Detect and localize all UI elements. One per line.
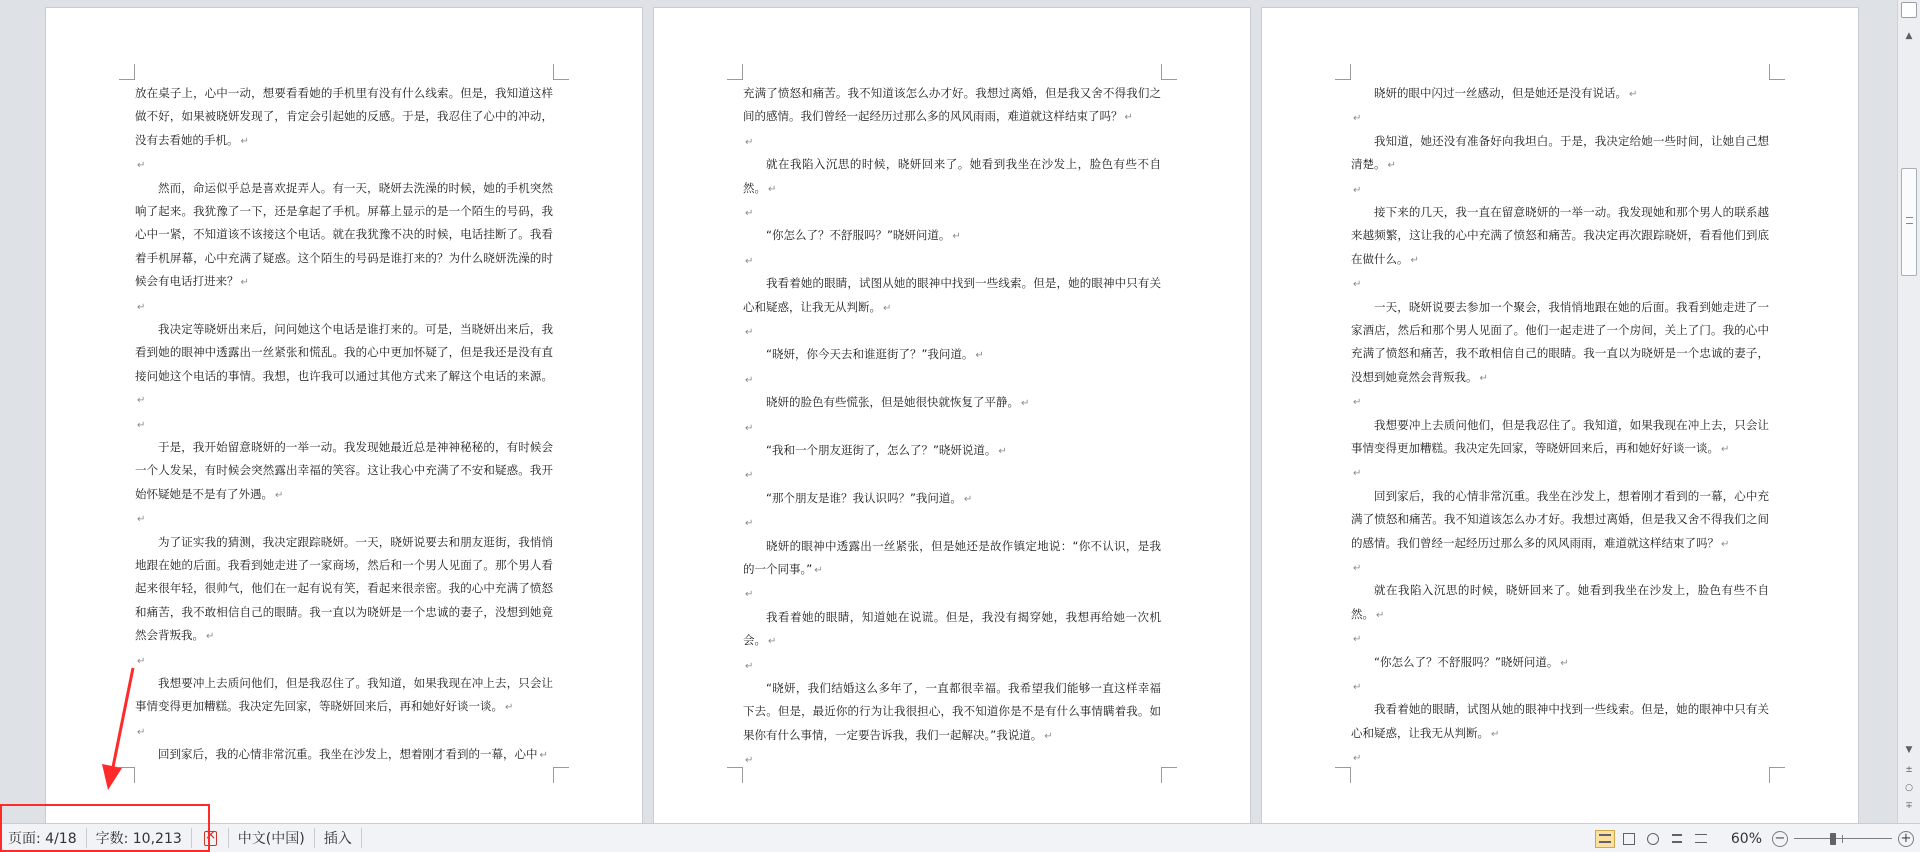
- insert-mode-indicator[interactable]: 插入: [315, 828, 362, 848]
- page-content[interactable]: [1351, 82, 1769, 770]
- select-browse-object-button[interactable]: ○: [1905, 782, 1913, 793]
- paragraph-mark-icon: ↵: [1353, 279, 1362, 291]
- paragraph-mark-icon: ↵: [137, 726, 146, 738]
- paragraph[interactable]: [1351, 82, 1769, 106]
- document-page[interactable]: [1262, 8, 1858, 823]
- paragraph-mark-icon: ↵: [1629, 89, 1638, 100]
- paragraph-mark-icon: ↵: [1353, 753, 1362, 765]
- paragraph[interactable]: [743, 272, 1161, 320]
- reading-icon: [1623, 833, 1635, 845]
- crop-mark: [553, 767, 569, 783]
- paragraph-mark-icon: ↵: [1021, 398, 1030, 410]
- paragraph-text: 一天，晓妍说要去参加一个聚会，我悄悄地跟在她的后面。我看到她走进了一家酒店，然后和那个男人见面了。他们一起走进了一个房间，关上了门。我的心中充满了愤怒和痛苦，我不敢相信自己的眼睛。我一直以为晓妍是一个忠诚的妻子，没想到她竟然会背叛我。: [1351, 299, 1769, 384]
- draft-icon: [1695, 834, 1707, 843]
- crop-mark: [1161, 64, 1177, 80]
- paragraph-mark-icon: ↵: [1387, 160, 1396, 172]
- empty-paragraph[interactable]: [1351, 178, 1769, 201]
- paragraph[interactable]: [135, 177, 553, 295]
- crop-mark: [119, 767, 135, 783]
- paragraph-mark-icon: ↵: [505, 702, 514, 714]
- paragraph[interactable]: [1351, 414, 1769, 462]
- paragraph-mark-icon: ↵: [745, 208, 754, 220]
- paragraph-text: 放在桌子上，心中一动，想要看看她的手机里有没有什么线索。但是，我知道这样做不好，如果被晓妍发现了，肯定会引起她的反感。于是，我忍住了心中的冲动，没有去看她的手机。: [135, 86, 553, 147]
- paragraph-mark-icon: ↵: [206, 631, 215, 643]
- paragraph-mark-icon: ↵: [137, 514, 146, 526]
- view-zoom-controls: [1593, 824, 1920, 852]
- paragraph-mark-icon: ↵: [1410, 254, 1419, 266]
- empty-paragraph[interactable]: [135, 413, 553, 436]
- crop-mark: [119, 64, 135, 80]
- word-count-indicator[interactable]: 字数: 10,213: [87, 828, 192, 848]
- paragraph-mark-icon: ↵: [137, 655, 146, 667]
- empty-paragraph[interactable]: [1351, 746, 1769, 769]
- paragraph-mark-icon: ↵: [1560, 657, 1569, 669]
- paragraph[interactable]: [743, 391, 1161, 415]
- status-bar: [0, 823, 1920, 852]
- empty-paragraph[interactable]: [135, 153, 553, 176]
- paragraph-text: 我看着她的眼睛，知道她在说谎。但是，我没有揭穿她，我想再给她一次机会。: [743, 609, 1161, 648]
- scroll-up-arrow-icon[interactable]: ▲: [1905, 31, 1913, 41]
- page-number-indicator[interactable]: 页面: 4/18: [0, 828, 87, 848]
- paragraph-mark-icon: ↵: [745, 470, 754, 482]
- paragraph-mark-icon: ↵: [745, 136, 754, 148]
- page-content[interactable]: [135, 82, 553, 768]
- paragraph-text: 我想要冲上去质问他们，但是我忍住了。我知道，如果我现在冲上去，只会让事情变得更加糟糕。我决定先回家，等晓妍回来后，再和她好好谈一谈。: [135, 676, 553, 714]
- previous-page-button[interactable]: ±: [1905, 764, 1913, 775]
- paragraph-mark-icon: ↵: [768, 183, 777, 195]
- paragraph-mark-icon: ↵: [1353, 468, 1362, 480]
- paragraph-text: 接下来的几天，我一直在留意晓妍的一举一动。我发现她和那个男人的联系越来越频繁，这让我的心中充满了愤怒和痛苦。我决定再次跟踪晓妍，看看他们到底在做什么。: [1351, 205, 1769, 266]
- paragraph-text: “我和一个朋友逛街了，怎么了？”晓妍说道。: [766, 443, 997, 457]
- paragraph-mark-icon: ↵: [745, 374, 754, 386]
- paragraph-mark-icon: ↵: [1044, 730, 1053, 742]
- empty-paragraph[interactable]: [135, 720, 553, 743]
- empty-paragraph[interactable]: [135, 295, 553, 318]
- paragraph-text: 就在我陷入沉思的时候，晓妍回来了。她看到我坐在沙发上，脸色有些不自然。: [743, 157, 1161, 195]
- paragraph-mark-icon: ↵: [745, 755, 754, 767]
- paragraph-mark-icon: ↵: [1353, 634, 1362, 646]
- crop-mark: [1335, 767, 1351, 783]
- zoom-slider-knob[interactable]: [1830, 833, 1836, 845]
- empty-paragraph[interactable]: [743, 748, 1161, 771]
- paragraph-mark-icon: ↵: [883, 302, 892, 314]
- paragraph-mark-icon: ↵: [1353, 113, 1362, 125]
- paragraph[interactable]: [1351, 579, 1769, 627]
- empty-paragraph[interactable]: [743, 654, 1161, 677]
- paragraph-mark-icon: ↵: [745, 518, 754, 530]
- scroll-down-arrow-icon[interactable]: ▼: [1905, 745, 1913, 755]
- paragraph-mark-icon: ↵: [1353, 563, 1362, 575]
- paragraph[interactable]: [1351, 201, 1769, 272]
- empty-paragraph[interactable]: [743, 320, 1161, 343]
- paragraph[interactable]: [743, 535, 1161, 583]
- empty-paragraph[interactable]: [743, 201, 1161, 224]
- paragraph-text: 晓妍的脸色有些慌张，但是她很快就恢复了平静。: [766, 395, 1019, 410]
- outline-view-button[interactable]: [1667, 830, 1687, 848]
- empty-paragraph[interactable]: [135, 507, 553, 530]
- paragraph-mark-icon: ↵: [1353, 682, 1362, 694]
- crop-mark: [1335, 64, 1351, 80]
- paragraph[interactable]: [1351, 651, 1769, 675]
- crop-mark: [1161, 767, 1177, 783]
- view-ruler-button[interactable]: [1901, 2, 1917, 18]
- print-layout-view-button[interactable]: [1595, 830, 1615, 848]
- paragraph[interactable]: [743, 606, 1161, 654]
- paragraph-text: 充满了愤怒和痛苦。我不知道该怎么办才好。我想过离婚，但是我又舍不得我们之间的感情。我们曾经一起经历过那么多的风风雨雨，难道就这样结束了吗？: [743, 86, 1161, 124]
- empty-paragraph[interactable]: [1351, 272, 1769, 295]
- outline-icon: [1672, 834, 1682, 843]
- paragraph[interactable]: [743, 677, 1161, 748]
- paragraph-mark-icon: ↵: [975, 350, 984, 362]
- zoom-level[interactable]: 60%: [1730, 830, 1762, 847]
- empty-paragraph[interactable]: [743, 582, 1161, 605]
- paragraph[interactable]: [743, 487, 1161, 511]
- paragraph-text: 我想要冲上去质问他们，但是我忍住了。我知道，如果我现在冲上去，只会让事情变得更加糟糕。我决定先回家，等晓妍回来后，再和她好好谈一谈。: [1351, 417, 1769, 456]
- paragraph[interactable]: [135, 318, 553, 413]
- paragraph-mark-icon: ↵: [1721, 444, 1730, 456]
- proofing-error-icon: [201, 829, 219, 847]
- paragraph-mark-icon: ↵: [1353, 397, 1362, 409]
- paragraph-text: 晓妍的眼中闪过一丝感动，但是她还是没有说话。: [1374, 86, 1627, 100]
- web-layout-view-button[interactable]: [1643, 830, 1663, 848]
- web-layout-icon: [1647, 833, 1659, 845]
- paragraph[interactable]: [743, 343, 1161, 367]
- paragraph-text: 于是，我开始留意晓妍的一举一动。我发现她最近总是神神秘秘的，有时候会一个人发呆，有时候会突然露出幸福的笑容。这让我心中充满了不安和疑惑。我开始怀疑她是不是有了外遇。: [135, 440, 553, 501]
- scroll-thumb[interactable]: [1901, 168, 1917, 276]
- paragraph-text: 我知道，她还没有准备好向我坦白。于是，我决定给她一些时间，让她自己想清楚。: [1351, 133, 1769, 172]
- draft-view-button[interactable]: [1691, 830, 1711, 848]
- paragraph[interactable]: [743, 224, 1161, 248]
- paragraph[interactable]: [743, 153, 1161, 201]
- document-page[interactable]: [46, 8, 642, 823]
- paragraph-mark-icon: ↵: [745, 660, 754, 672]
- paragraph[interactable]: [135, 672, 553, 720]
- paragraph-mark-icon: ↵: [1479, 372, 1488, 384]
- paragraph-mark-icon: ↵: [745, 327, 754, 339]
- empty-paragraph[interactable]: [1351, 461, 1769, 484]
- paragraph[interactable]: [135, 743, 553, 767]
- paragraph-mark-icon: ↵: [768, 636, 777, 648]
- paragraph-mark-icon: ↵: [240, 277, 249, 289]
- empty-paragraph[interactable]: [1351, 556, 1769, 579]
- paragraph-text: 晓妍的眼神中透露出一丝紧张，但是她还是故作镇定地说：“你不认识，是我的一个同事。”: [743, 538, 1161, 576]
- paragraph-text: 为了证实我的猜测，我决定跟踪晓妍。一天，晓妍说要去和朋友逛街，我悄悄地跟在她的后面。我看到她走进了一家商场，然后和一个男人见面了。那个男人看起来很年轻，很帅气，他们在一起有说有笑，看起来很亲密。我的心中充满了愤怒和痛苦，我不敢相信自己的眼睛。我一直以为晓妍是一个忠诚的妻子，没想到她竟然会背叛我。: [135, 534, 553, 643]
- zoom-in-button[interactable]: +: [1898, 831, 1914, 847]
- paragraph-mark-icon: ↵: [240, 135, 249, 147]
- paragraph-mark-icon: ↵: [137, 395, 146, 407]
- paragraph[interactable]: [1351, 296, 1769, 391]
- page-content[interactable]: [743, 82, 1161, 772]
- zoom-slider-track: [1794, 838, 1892, 839]
- paragraph-text: 我看着她的眼睛，试图从她的眼神中找到一些线索。但是，她的眼神中只有关心和疑惑，让我无从判断。: [1351, 702, 1769, 740]
- crop-mark: [727, 767, 743, 783]
- paragraph-mark-icon: ↵: [539, 750, 548, 762]
- paragraph-mark-icon: ↵: [1721, 538, 1730, 550]
- paragraph-mark-icon: ↵: [137, 419, 146, 431]
- full-screen-reading-view-button[interactable]: [1619, 830, 1639, 848]
- paragraph-text: “晓妍，我们结婚这么多年了，一直都很幸福。我希望我们能够一直这样幸福下去。但是，最近你的行为让我很担心，我不知道你是不是有什么事情瞒着我。如果你有什么事情，一定要告诉我，我们一起解决。”我说道。: [743, 681, 1161, 742]
- paragraph-mark-icon: ↵: [137, 160, 146, 172]
- paragraph-text: “你怎么了？不舒服吗？”晓妍问道。: [766, 228, 951, 243]
- paragraph-mark-icon: ↵: [1124, 112, 1133, 124]
- empty-paragraph[interactable]: [743, 249, 1161, 272]
- language-indicator[interactable]: 中文(中国): [229, 828, 315, 848]
- empty-paragraph[interactable]: [743, 463, 1161, 486]
- zoom-out-button[interactable]: −: [1772, 831, 1788, 847]
- paragraph-text: “晓妍，你今天去和谁逛街了？”我问道。: [766, 347, 974, 362]
- empty-paragraph[interactable]: [1351, 106, 1769, 129]
- empty-paragraph[interactable]: [743, 368, 1161, 391]
- paragraph[interactable]: [135, 531, 553, 649]
- paragraph[interactable]: [135, 436, 553, 507]
- crop-mark: [1769, 767, 1785, 783]
- crop-mark: [727, 64, 743, 80]
- paragraph-mark-icon: ↵: [998, 446, 1007, 457]
- next-page-button[interactable]: ∓: [1905, 800, 1913, 811]
- paragraph-text: 就在我陷入沉思的时候，晓妍回来了。她看到我坐在沙发上，脸色有些不自然。: [1351, 583, 1769, 621]
- empty-paragraph[interactable]: [1351, 390, 1769, 413]
- grip-icon: [1906, 217, 1913, 224]
- paragraph-text: 我看着她的眼睛，试图从她的眼神中找到一些线索。但是，她的眼神中只有关心和疑惑，让我无从判断。: [743, 276, 1161, 314]
- paragraph-text: 我决定等晓妍出来后，问问她这个电话是谁打来的。可是，当晓妍出来后，我看到她的眼神中透露出一丝紧张和慌乱。我的心中更加怀疑了，但是我还是没有直接问她这个电话的事情。我想，也许我可以通过其他方式来了解这个电话的来源。: [135, 322, 553, 383]
- paragraph-text: “你怎么了？不舒服吗？”晓妍问道。: [1374, 654, 1559, 669]
- document-page[interactable]: [654, 8, 1250, 823]
- paragraph-mark-icon: ↵: [745, 422, 754, 434]
- paragraph-mark-icon: ↵: [745, 589, 754, 601]
- paragraph-text: 然而，命运似乎总是喜欢捉弄人。有一天，晓妍去洗澡的时候，她的手机突然响了起来。我犹豫了一下，还是拿起了手机。屏幕上显示的是一个陌生的号码，我心中一紧，不知道该不该接这个电话。就在我犹豫不决的时候，电话挂断了。我看着手机屏幕，心中充满了疑惑。这个陌生的号码是谁打来的？为什么晓妍洗澡的时候会有电话打进来？: [135, 180, 553, 289]
- paragraph[interactable]: [743, 439, 1161, 463]
- paragraph-mark-icon: ↵: [137, 301, 146, 313]
- empty-paragraph[interactable]: [1351, 627, 1769, 650]
- paragraph-mark-icon: ↵: [1353, 184, 1362, 196]
- zoom-slider-midmark: [1842, 835, 1843, 843]
- proofing-button[interactable]: [192, 828, 229, 848]
- paragraph-mark-icon: ↵: [1376, 609, 1385, 621]
- paragraph-text: 回到家后，我的心情非常沉重。我坐在沙发上，想着刚才看到的一幕，心中: [158, 747, 538, 762]
- paragraph[interactable]: [1351, 485, 1769, 556]
- paragraph-mark-icon: ↵: [745, 255, 754, 267]
- vertical-scrollbar[interactable]: [1897, 0, 1920, 823]
- paragraph[interactable]: [135, 82, 553, 153]
- paragraph-mark-icon: ↵: [963, 493, 973, 505]
- crop-mark: [553, 64, 569, 80]
- paragraph-text: 回到家后，我的心情非常沉重。我坐在沙发上，想着刚才看到的一幕，心中充满了愤怒和痛苦。我不知道该怎么办才好。我想过离婚，但是我又舍不得我们之间的感情。我们曾经一起经历过那么多的风风雨雨，难道就这样结束了吗？: [1351, 488, 1769, 550]
- paragraph[interactable]: [1351, 698, 1769, 746]
- empty-paragraph[interactable]: [743, 130, 1161, 153]
- empty-paragraph[interactable]: [743, 511, 1161, 534]
- paragraph-text: “那个朋友是谁？我认识吗？”我问道。: [766, 490, 962, 505]
- paragraph-mark-icon: ↵: [275, 489, 284, 501]
- empty-paragraph[interactable]: [1351, 675, 1769, 698]
- paragraph[interactable]: [743, 82, 1161, 130]
- empty-paragraph[interactable]: [135, 649, 553, 672]
- print-layout-icon: [1599, 834, 1611, 843]
- paragraph-mark-icon: ↵: [1491, 728, 1500, 740]
- paragraph-mark-icon: ↵: [814, 565, 823, 576]
- paragraph-mark-icon: ↵: [952, 231, 961, 243]
- paragraph[interactable]: [1351, 130, 1769, 178]
- empty-paragraph[interactable]: [743, 416, 1161, 439]
- zoom-slider[interactable]: [1794, 831, 1892, 847]
- crop-mark: [1769, 64, 1785, 80]
